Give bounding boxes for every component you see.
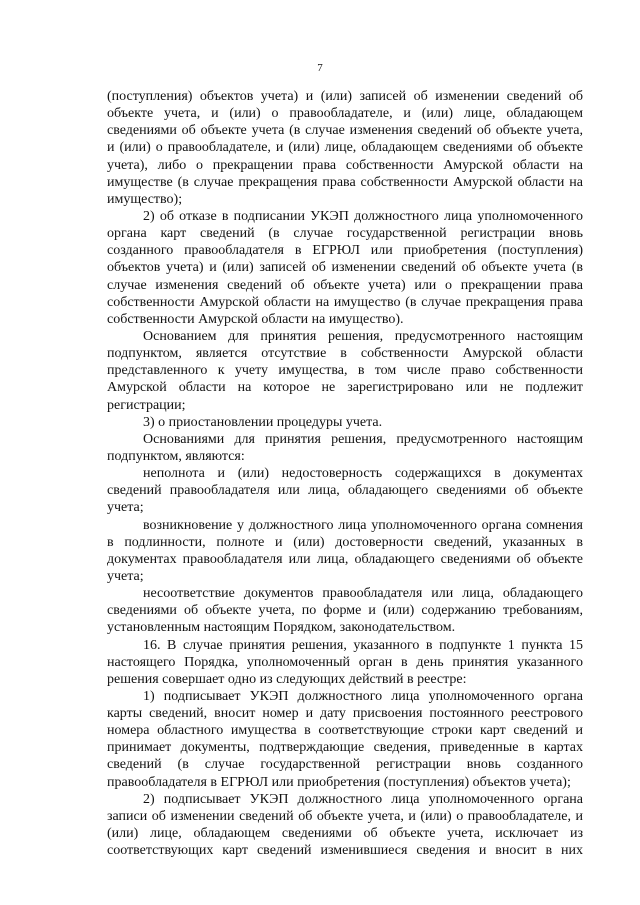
text-line: несоответствие документов правообладателя или лица, обладающего (143, 586, 583, 602)
text-line: представленного к учету имущества, в том числе право собственности (107, 363, 583, 379)
text-line: 16. В случае принятия решения, указанного в подпункте 1 пункта 15 (143, 637, 583, 653)
text-line: правообладателя в ЕГРЮЛ или приобретения (поступления) объектов учета); (107, 774, 571, 790)
text-line: учета; (107, 568, 144, 584)
text-line: собственности Амурской области на имущество (в случае прекращения права (107, 294, 583, 310)
text-line: регистрации; (107, 397, 186, 413)
text-line: записи об изменении сведений об объекте учета, и (или) о правообладателе, и (107, 808, 583, 824)
text-line: настоящего Порядка, уполномоченный орган в день принятия указанного (107, 654, 583, 670)
text-line: карты сведений, вносит номер и дату присвоения постоянного реестрового (107, 706, 583, 722)
text-line: и (или) о правообладателе, и (или) лице, обладающем сведениями об объекте (107, 140, 583, 156)
text-line: возникновение у должностного лица уполномоченного органа сомнения (143, 517, 583, 533)
text-line: случае изменения сведений об объекте учета) или о прекращении права (107, 277, 583, 293)
text-line: номера областного имущества в соответствующие строки карт сведений и (107, 723, 583, 739)
text-line: имуществе (в случае прекращения права собственности Амурской области на (107, 174, 583, 190)
text-line: Основаниями для принятия решения, предусмотренного настоящим (143, 431, 583, 447)
text-line: Амурской области на которое не зарегистрировано или не подлежит (107, 380, 583, 396)
text-line: 2) об отказе в подписании УКЭП должностного лица уполномоченного (143, 208, 583, 224)
text-line: Основанием для принятия решения, предусмотренного настоящим (143, 328, 583, 344)
text-line: (поступления) объектов учета) и (или) записей об изменении сведений об (107, 89, 583, 104)
text-line: документах правообладателя или лица, обладающего сведениями об объекте (107, 551, 583, 567)
text-line: подпунктом, являются: (107, 448, 245, 464)
text-line: неполнота и (или) недостоверность содержащихся в документах (143, 466, 583, 482)
text-line: сведений (в случае государственной регистрации вновь созданного (107, 757, 583, 773)
text-line: 2) подписывает УКЭП должностного лица уполномоченного органа (143, 791, 583, 807)
text-line: соответствующих карт сведений изменившиеся сведения и вносит в них (107, 843, 583, 859)
text-line: 1) подписывает УКЭП должностного лица уполномоченного органа (143, 688, 583, 704)
text-line: 3) о приостановлении процедуры учета. (143, 414, 383, 430)
text-line: принимает документы, подтверждающие сведения, приведенные в картах (107, 740, 583, 756)
text-line: подпунктом, является отсутствие в собственности Амурской области (107, 346, 583, 362)
text-line: решения совершает одно из следующих действий в реестре: (107, 671, 467, 687)
page-number: 7 (317, 62, 323, 74)
document-body (107, 88, 583, 859)
text-line: объекте учета, и (или) о правообладателе, и (или) лице, обладающем (107, 106, 583, 122)
text-line: установленным настоящим Порядком, законодательством. (107, 620, 456, 636)
text-line: созданного правообладателя в ЕГРЮЛ или приобретения (поступления) (107, 243, 583, 259)
text-line: имущество); (107, 191, 183, 207)
text-line: органа карт сведений (в случае государственной регистрации вновь (107, 226, 583, 242)
text-line: учета), либо о прекращении права собственности Амурской области на (107, 157, 583, 173)
text-line: в подлинности, полноте и (или) достоверности сведений, указанных в (107, 534, 583, 550)
text-line: сведениями об объекте учета (в случае изменения сведений об объекте учета, (107, 123, 583, 139)
text-line: сведений правообладателя или лица, обладающего сведениями об объекте (107, 483, 583, 499)
text-line: учета; (107, 500, 144, 516)
text-line: (или) лице, обладающем сведениями об объекте учета, исключает из (107, 826, 583, 842)
text-line: объектов учета) и (или) записей об изменении сведений об объекте учета (в (107, 260, 583, 276)
text-line: сведениями об объекте учета, по форме и (или) содержанию требованиям, (107, 603, 583, 619)
text-line: собственности Амурской области на имущество). (107, 311, 404, 327)
